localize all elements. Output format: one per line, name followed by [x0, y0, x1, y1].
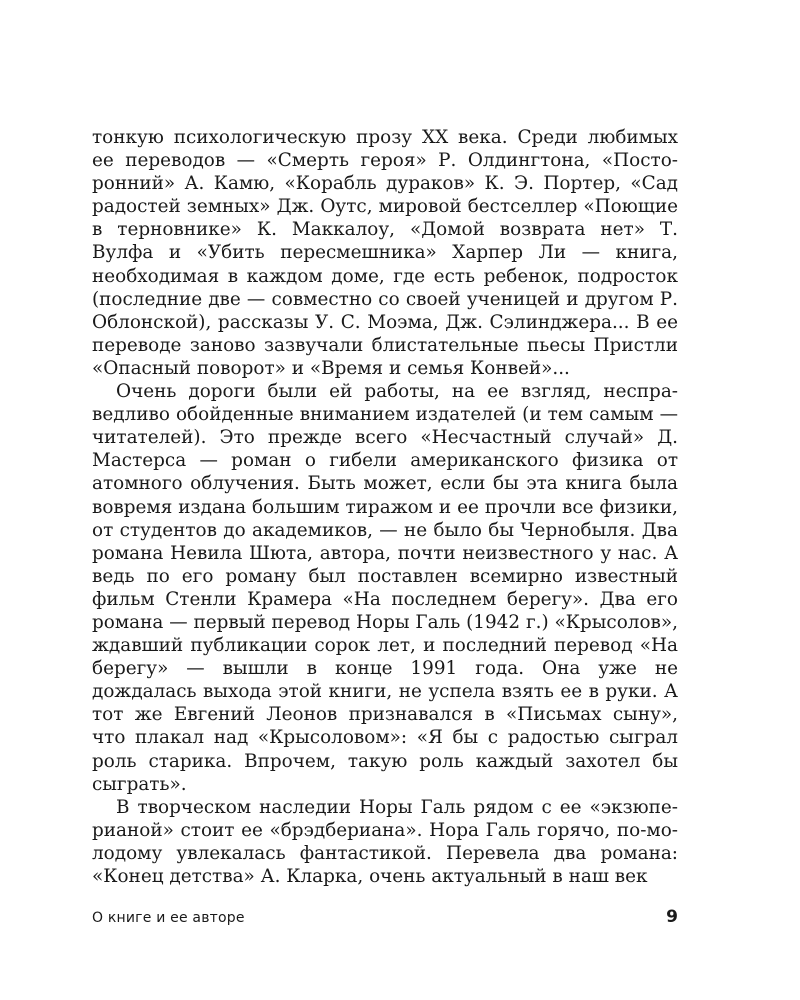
paragraph-3: В творческом наследии Норы Галь рядом с ее «экзюпериaной» стоит ее «брэдбериана». Нора Галь горячо, по-молодому увлекалась фантастикой. Перевела два романа: «Конец детства» А. Кларка, очень актуальный в наш век [92, 796, 678, 887]
paragraph-1: тонкую психологическую прозу XX века. Среди любимых ее переводов — «Смерть героя» Р. Олдингтона, «Посторонний» А. Камю, «Корабль дураков» К. Э. Портер, «Сад радостей земных» Дж. Оутс, мировой бестселлер «Поющие в терновнике» К. Маккалоу, «Домой возврата нет» Т. Вулфа и «Убить пересмешника» Харпер Ли — книга, необходимая в каждом доме, где есть ребенок, подросток (последние две — совместно со своей ученицей и другом Р. Облонской), рассказы У. С. Моэма, Дж. Сэлинджера... В ее переводе заново зазвучали блистательные пьесы Пристли «Опасный поворот» и «Время и семья Конвей»... [92, 127, 678, 379]
page-footer [92, 907, 678, 927]
running-title: О книге и ее авторе [92, 910, 245, 926]
page-body-text [92, 126, 678, 888]
paragraph-2: Очень дороги были ей работы, на ее взгляд, несправедливо обойденные вниманием издателей (и тем самым — читателей). Это прежде всего «Несчастный случай» Д. Мастерса — роман о гибели американского физика от атомного облучения. Быть может, если бы эта книга была вовремя издана большим тиражом и ее прочли все физики, от студентов до академиков, — не было бы Чернобыля. Два романа Невила Шюта, автора, почти неизвестного у нас. А ведь по его роману был поставлен всемирно известный фильм Стенли Крамера «На последнем берегу». Два его романа — первый перевод Норы Галь (1942 г.) «Крысолов», ждавший публикации сорок лет, и последний перевод «На берегу» — вышли в конце 1991 года. Она уже не дождалась выхода этой книги, не успела взять ее в руки. А тот же Евгений Леонов признавался в «Письмах сыну», что плакал над «Крысоловом»: «Я бы с радостью сыграл роль старика. Впрочем, такую роль каждый захотел бы сыграть». [92, 381, 678, 795]
page-number: 9 [666, 907, 678, 927]
